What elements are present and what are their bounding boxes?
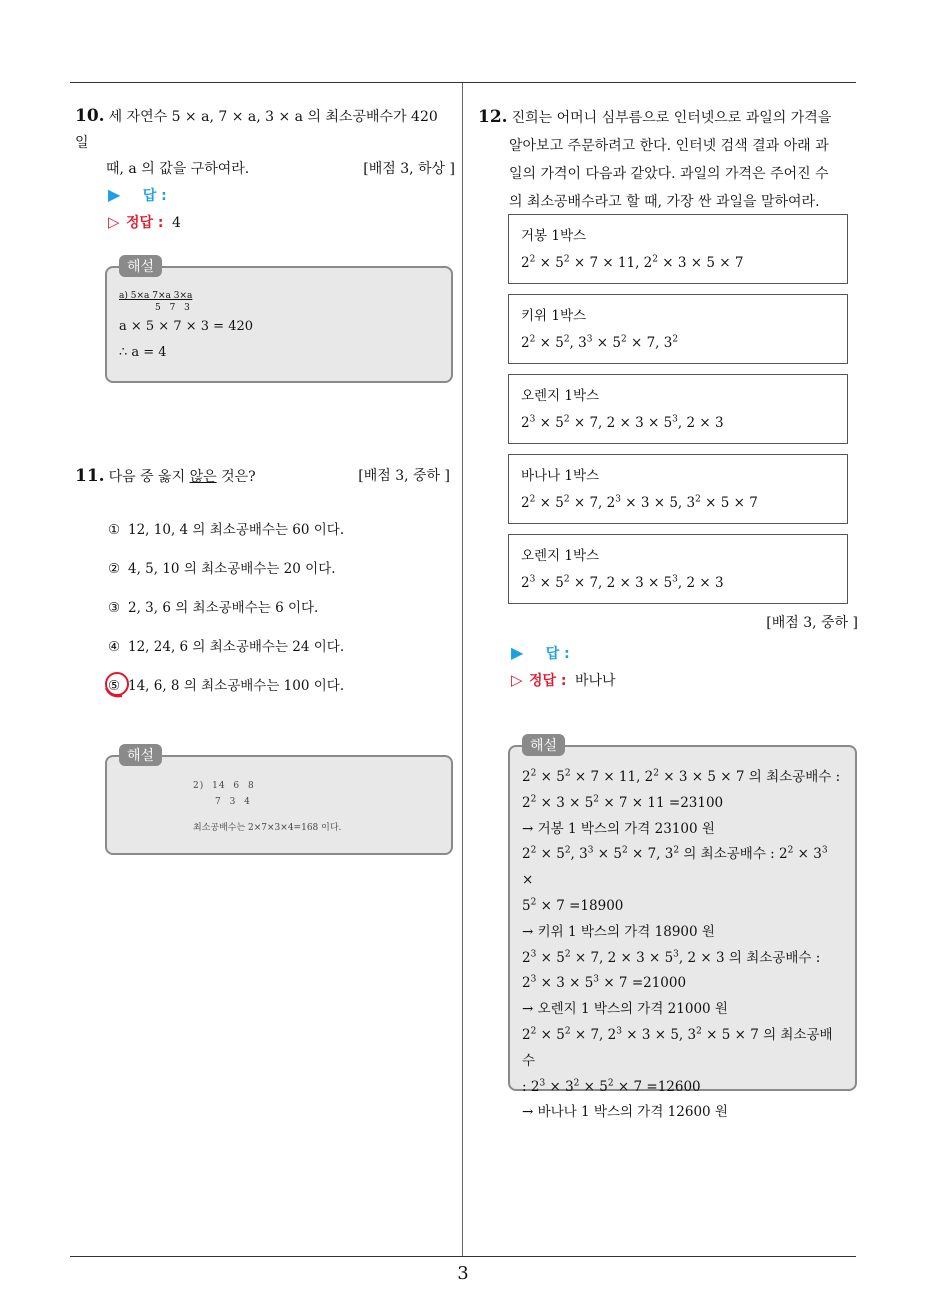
correct-answer-row [75,209,455,236]
fruit-name: 키위 1박스 [521,308,587,324]
solution-tag: 해설 [119,744,162,766]
selected-answer-circle-icon [102,670,132,700]
correct-label: 정답 : [529,673,567,689]
page-number: 3 [457,1263,469,1284]
question-text-line2: 때, a 의 값을 구하여라. [106,161,250,177]
question-12 [478,103,860,216]
fruit-numbers: $2^2 \times 5^2$, $3^3 \times 5^2 \times 7$, $3^2$ [521,334,679,351]
fruit-box-banana [508,454,848,524]
solution-tag: 해설 [119,255,162,277]
bottom-rule [70,1256,856,1257]
solution-line: → 키위 1 박스의 가격 18900 원 [522,923,715,940]
question-text-post: 것은? [216,469,256,485]
solution-tag: 해설 [522,734,565,756]
solution-equation: a × 5 × 7 × 3 = 420 [119,319,254,334]
solution-result: 최소공배수는 2×7×3×4=168 이다. [193,823,342,833]
correct-value: 바나나 [574,673,616,689]
fruit-box-orange-2 [508,534,848,604]
fruit-name: 오렌지 1박스 [521,548,600,564]
question-10 [75,103,455,236]
question-number: 11. [75,466,105,486]
option-5[interactable]: ⑤ 14, 6, 8 의 최소공배수는 100 이다. [108,678,345,694]
question-number: 10. [75,106,105,126]
solution-line: → 거봉 1 박스의 가격 23100 원 [522,820,715,837]
solution-division-line: 2) 14 6 8 [193,781,255,791]
score-meta: [배점 3, 하상 ] [363,161,455,177]
solution-line: → 오렌지 1 박스의 가격 21000 원 [522,1001,728,1018]
score-meta: [배점 3, 중하 ] [358,468,450,484]
fruit-box-orange [508,374,848,444]
fruit-box-kiwi [508,294,848,364]
correct-value: 4 [171,215,181,231]
answer-arrow-icon: ▶ [108,185,121,204]
solution-line: $2^2 \times 5^2 \times 7$, $2^3 \times 3 \times 5$, $3^2 \times 5 \times 7$ 의 최소공배수 [522,1026,833,1069]
column-divider [462,83,463,1256]
solution-line: → 바나나 1 박스의 가격 12600 원 [522,1104,728,1121]
score-meta: [배점 3, 중하 ] [766,615,858,631]
correct-answer-row [478,667,860,694]
solution-box-12 [508,738,857,1121]
fruit-numbers: $2^3 \times 5^2 \times 7$, $2 \times 3 \times 5^3$, 2 × 3 [521,574,724,591]
solution-line: $2^3 \times 3 \times 5^3 \times 7 =21000$ [522,974,687,992]
question-text-line3: 일의 가격이 다음과 같았다. 과일의 가격은 주어진 수 [509,166,829,182]
solution-line: : $2^3 \times 3^2 \times 5^2 \times 7 =12600$ [522,1078,701,1095]
question-text-line1: 진희는 어머니 심부름으로 인터넷으로 과일의 가격을 [511,110,832,126]
solution-result: ∴ a = 4 [119,345,167,360]
answer-label: 답 : [545,646,570,662]
fruit-name: 바나나 1박스 [521,468,600,484]
question-text-line2: 알아보고 주문하려고 한다. 인터넷 검색 결과 아래 과 [509,138,829,154]
question-text-pre: 다음 중 옳지 [108,469,190,485]
option-1[interactable]: ① 12, 10, 4 의 최소공배수는 60 이다. [108,522,345,538]
fruit-name: 오렌지 1박스 [521,388,600,404]
solution-line: $5^2 \times 7 =18900$ [522,897,624,914]
question-number: 12. [478,107,508,127]
solution-line: $2^2 \times 3 \times 5^2 \times 7 \times 11 =23100$ [522,794,724,811]
solution-line: $2^2 \times 5^2 \times 7 \times 11$, $2^2 \times 3 \times 5 \times 7$ 의 최소공배수 : [522,768,841,785]
correct-label: 정답 : [126,215,164,231]
answer-arrow-icon: ▶ [511,643,524,662]
answer-row [478,640,860,667]
question-text-line1: 세 자연수 5 × a, 7 × a, 3 × a 의 최소공배수가 420 일 [75,109,438,151]
question-text-line4: 의 최소공배수라고 할 때, 가장 싼 과일을 말하여라. [509,194,820,210]
solution-line: $2^2 \times 5^2$, $3^3 \times 5^2 \times 7$, $3^2$ 의 최소공배수 : $2^2 \times 3^3$ × [522,845,828,889]
option-3[interactable]: ③ 2, 3, 6 의 최소공배수는 6 이다. [108,600,319,616]
fruit-numbers: $2^2 \times 5^2 \times 7 \times 11$, $2^2 \times 3 \times 5 \times 7$ [521,254,744,271]
fruit-numbers: $2^2 \times 5^2 \times 7$, $2^3 \times 3 \times 5$, $3^2 \times 5 \times 7$ [521,494,758,511]
option-2[interactable]: ② 4, 5, 10 의 최소공배수는 20 이다. [108,561,336,577]
fruit-name: 거봉 1박스 [521,228,587,244]
answer-block-12 [478,640,860,694]
solution-quotient-line: 5 7 3 [155,303,190,313]
answer-label: 답 : [142,188,167,204]
solution-box-10 [105,259,453,383]
solution-line: $2^3 \times 5^2 \times 7$, $2 \times 3 \times 5^3$, 2 × 3 의 최소공배수 : [522,949,821,966]
question-11 [75,463,455,493]
top-rule [70,82,856,83]
fruit-box-grape [508,214,848,284]
option-4[interactable]: ④ 12, 24, 6 의 최소공배수는 24 이다. [108,639,345,655]
correct-arrow-icon: ▷ [108,213,120,231]
solution-box-11 [105,748,453,855]
correct-arrow-icon: ▷ [511,671,523,689]
solution-quotient-line: 7 3 4 [215,797,251,807]
fruit-numbers: $2^3 \times 5^2 \times 7$, $2 \times 3 \times 5^3$, 2 × 3 [521,414,724,431]
solution-division-line: a) 5×a 7×a 3×a [119,291,193,301]
question-text-underlined: 않은 [189,469,217,485]
answer-row [75,182,455,209]
